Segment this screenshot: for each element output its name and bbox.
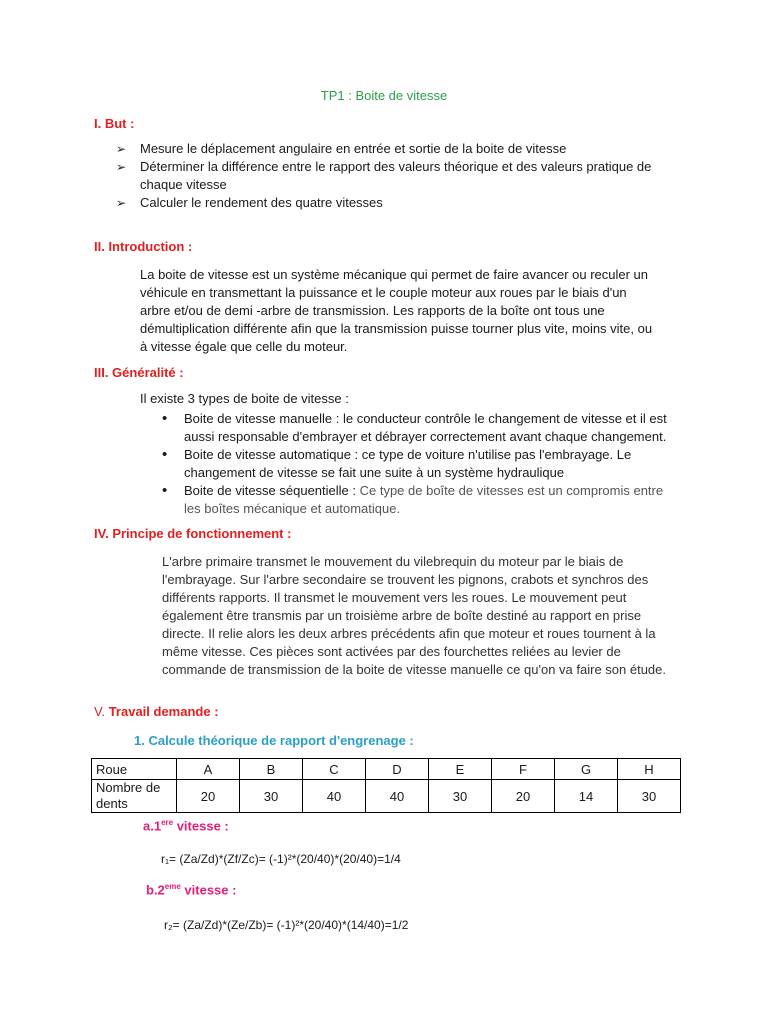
generalite-list	[160, 410, 674, 518]
vitesse-1-label: a.1	[143, 818, 162, 834]
table-cell: D	[366, 759, 429, 780]
heading-travail	[94, 704, 219, 719]
but-item: ➢ Déterminer la différence entre le rapport des valeurs théorique et des valeurs pratique de chaque vitesse	[116, 158, 676, 194]
heading-travail-colon: :	[210, 704, 219, 719]
formula-r1: r₁= (Za/Zd)*(Zf/Zc)= (-1)²*(20/40)*(20/40)=1/4	[161, 852, 401, 866]
table-cell: 20	[492, 780, 555, 813]
but-item: ➢ Mesure le déplacement angulaire en entrée et sortie de la boite de vitesse	[116, 140, 676, 158]
generalite-item: • Boite de vitesse manuelle : le conducteur contrôle le changement de vitesse et il est aussi responsable d'embrayer et débrayer correctement avant chaque changement.	[160, 410, 674, 446]
heading-but: I. But :	[94, 116, 135, 131]
row-label-dents: Nombre de dents	[92, 780, 177, 813]
heading-generalite: III. Généralité :	[94, 365, 184, 380]
table-row-roue	[92, 759, 681, 780]
table-cell: 40	[303, 780, 366, 813]
table-cell: G	[555, 759, 618, 780]
heading-principe: IV. Principe de fonctionnement :	[94, 526, 292, 541]
but-list	[116, 140, 676, 212]
vitesse-1-sup: ere	[161, 818, 174, 827]
generalite-lead: Il existe 3 types de boite de vitesse :	[140, 391, 349, 406]
table-cell: H	[618, 759, 681, 780]
subheading-calcul: 1. Calcule théorique de rapport d'engrenage :	[134, 733, 414, 748]
principe-text: L'arbre primaire transmet le mouvement du vilebrequin du moteur par le biais de l'embrayage. Sur l'arbre secondaire se trouvent les pignons, crabots et synchros des différents rapports. Il transmet le mouvement vers les roues. Le mouvement peut également être transmis par un troisième arbre de boîte destiné au rapport en prise directe. Il relie alors les deux arbres précédents afin que moteur et roues tournent à la même vitesse. Ces pièces sont activées par des fourchettes reliées au levier de commande de transmission de la boite de vitesse manuelle ce qu'on va faire son étude.	[162, 554, 666, 677]
table-cell: A	[177, 759, 240, 780]
gear-teeth-table	[91, 758, 681, 813]
vitesse-2-heading	[146, 882, 236, 897]
introduction-text: La boite de vitesse est un système mécanique qui permet de faire avancer ou reculer un véhicule en transmettant la puissance et le couple moteur aux roues par le biais d'un arbre et/ou de demi -arbre de transmission. Les rapports de la boîte ont tous une démultiplication différente afin que la transmission puisse tourner plus vite, moins vite, ou à vitesse égale que celle du moteur.	[140, 267, 653, 354]
table-cell: F	[492, 759, 555, 780]
heading-travail-num: V.	[94, 704, 109, 719]
vitesse-2-rest: vitesse :	[180, 882, 237, 898]
table-cell: 20	[177, 780, 240, 813]
table-cell: C	[303, 759, 366, 780]
generalite-item-text: Ce type de boîte de vitesses est un compromis entre les boîtes mécanique et automatique.	[184, 483, 664, 516]
table-cell: 30	[240, 780, 303, 813]
table-cell: B	[240, 759, 303, 780]
row-label-roue: Roue	[92, 759, 177, 780]
table-cell: 40	[366, 780, 429, 813]
heading-travail-text: Travail demande	[108, 704, 211, 719]
generalite-item: • Boite de vitesse automatique : ce type de voiture n'utilise pas l'embrayage. Le changement de vitesse se fait une suite à un système hydraulique	[160, 446, 674, 482]
heading-introduction: II. Introduction :	[94, 239, 193, 254]
generalite-item-label: Boite de vitesse séquentielle :	[184, 483, 356, 498]
vitesse-1-heading	[143, 818, 229, 833]
vitesse-2-sup: eme	[164, 882, 181, 891]
table-cell: 30	[618, 780, 681, 813]
formula-r2: r₂= (Za/Zd)*(Ze/Zb)= (-1)²*(20/40)*(14/40)=1/2	[164, 918, 409, 932]
table-cell: 30	[429, 780, 492, 813]
table-row-dents	[92, 780, 681, 813]
but-item: ➢ Calculer le rendement des quatre vitesses	[116, 194, 676, 212]
vitesse-2-label: b.2	[146, 882, 165, 898]
table-cell: E	[429, 759, 492, 780]
vitesse-1-rest: vitesse :	[173, 818, 229, 834]
generalite-item	[160, 482, 674, 518]
table-cell: 14	[555, 780, 618, 813]
document-title: TP1 : Boite de vitesse	[320, 88, 448, 103]
